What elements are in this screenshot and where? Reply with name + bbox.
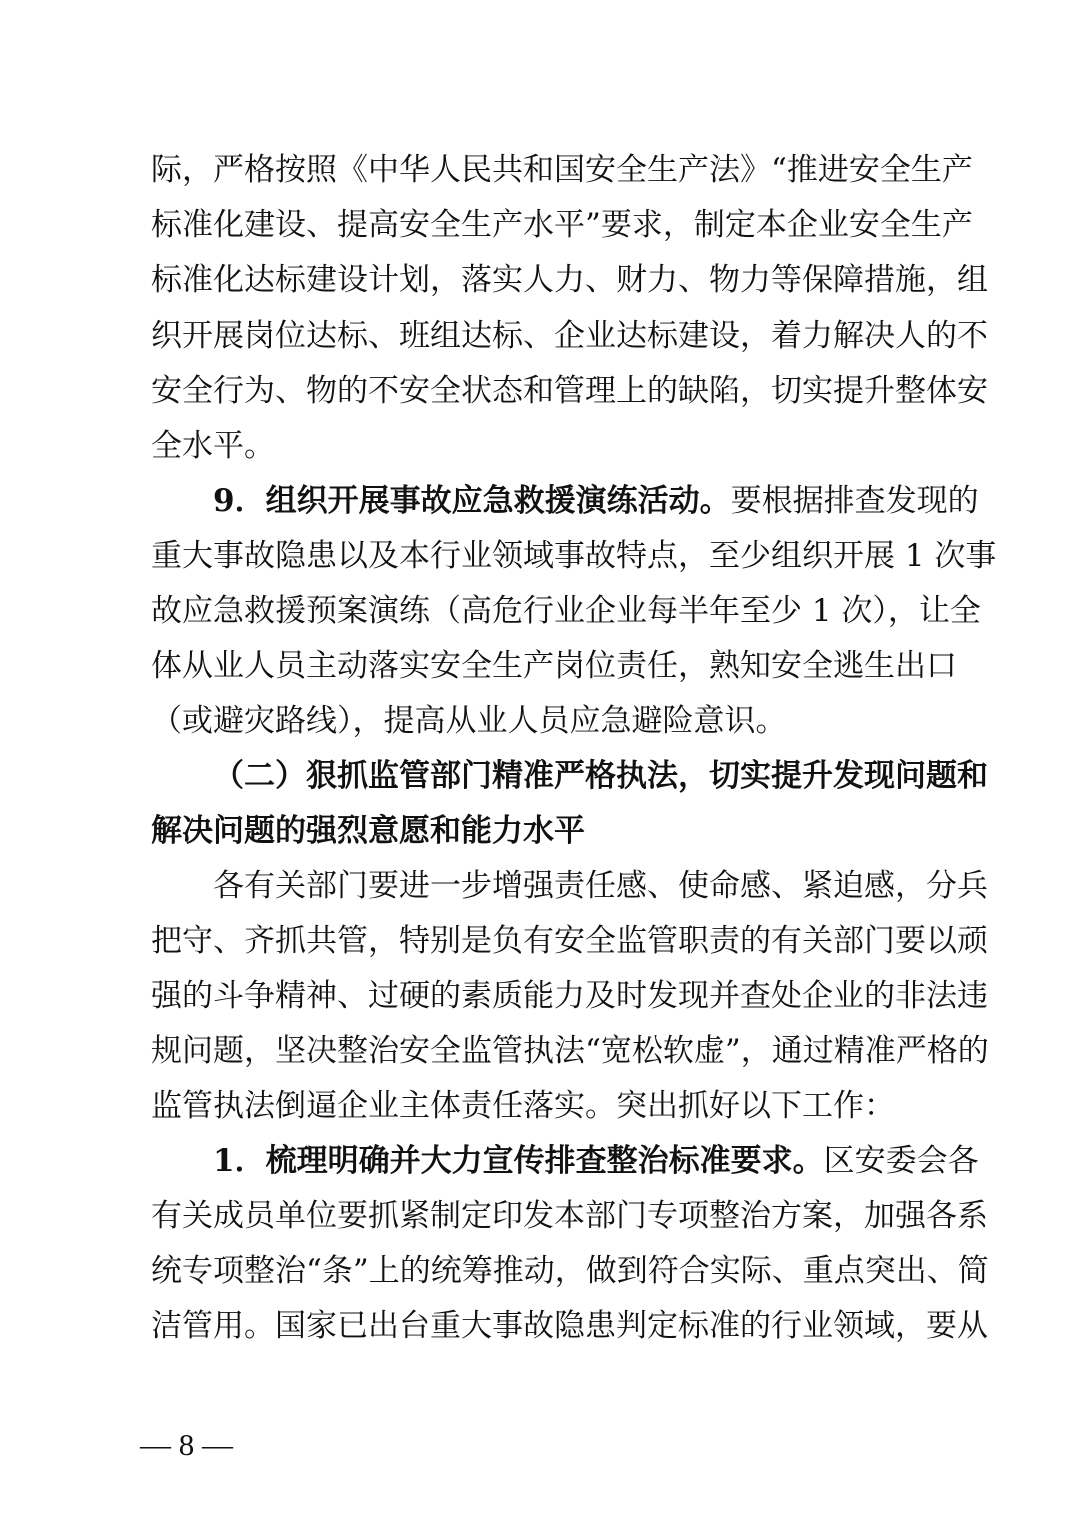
paragraph-line — [151, 976, 988, 1016]
paragraph-line — [151, 1306, 988, 1346]
text-segment: 标准化建设、提高安全生产水平”要求，制定本企业安全生产 — [151, 207, 973, 243]
paragraph-line — [151, 150, 973, 190]
text-segment: 体从业人员主动落实安全生产岗位责任，熟知安全逃生出口 — [151, 648, 957, 684]
paragraph-line — [151, 260, 988, 300]
paragraph-line — [151, 371, 988, 411]
text-segment: 标准化达标建设计划，落实人力、财力、物力等保障措施，组 — [151, 262, 988, 298]
section-heading-line — [213, 756, 988, 796]
text-segment: 织开展岗位达标、班组达标、企业达标建设，着力解决人的不 — [151, 318, 988, 354]
paragraph-line — [151, 701, 926, 741]
paragraph-line — [151, 1196, 988, 1236]
text-segment: 监管执法倒逼企业主体责任落实。突出抓好以下工作： — [151, 1088, 895, 1124]
text-segment: （或避灾路线），提高从业人员应急避险意识。 — [151, 703, 787, 739]
section-heading: （二）狠抓监管部门精准严格执法，切实提升发现问题和 — [213, 758, 988, 794]
item-heading: 1．梳理明确并大力宣传排查整治标准要求。 — [213, 1143, 824, 1179]
paragraph-line — [151, 1251, 989, 1291]
text-segment: 统专项整治“条”上的统筹推动，做到符合实际、重点突出、简 — [151, 1253, 989, 1289]
paragraph-line — [151, 1086, 926, 1126]
paragraph-line — [151, 536, 997, 576]
text-segment: 安全行为、物的不安全状态和管理上的缺陷，切实提升整体安 — [151, 373, 988, 409]
section-heading: 解决问题的强烈意愿和能力水平 — [151, 813, 585, 849]
text-segment: 要根据排查发现的 — [730, 483, 979, 519]
text-segment: 全水平。 — [151, 428, 275, 464]
text-segment: 区安委会各 — [823, 1143, 979, 1179]
text-segment: 有关成员单位要抓紧制定印发本部门专项整治方案，加强各系 — [151, 1198, 988, 1234]
text-segment: 各有关部门要进一步增强责任感、使命感、紧迫感，分兵 — [213, 868, 988, 904]
paragraph-line — [151, 646, 957, 686]
paragraph-line — [151, 921, 988, 961]
paragraph-line — [151, 426, 926, 466]
item-heading: 9．组织开展事故应急救援演练活动。 — [213, 483, 731, 519]
paragraph-line — [151, 316, 988, 356]
text-segment: 洁管用。国家已出台重大事故隐患判定标准的行业领域，要从 — [151, 1308, 988, 1344]
text-segment: 把守、齐抓共管，特别是负有安全监管职责的有关部门要以顽 — [151, 923, 988, 959]
section-heading-line — [151, 811, 926, 851]
paragraph-line — [151, 205, 973, 245]
page-number: — 8 — — [140, 1427, 233, 1462]
text-segment: 际，严格按照《中华人民共和国安全生产法》“推进安全生产 — [151, 152, 973, 188]
paragraph-line — [151, 1031, 989, 1071]
text-segment: 规问题，坚决整治安全监管执法“宽松软虚”，通过精准严格的 — [151, 1033, 989, 1069]
item-heading-line — [213, 1141, 979, 1181]
item-heading-line — [213, 481, 979, 521]
text-segment: 故应急救援预案演练（高危行业企业每半年至少 1 次），让全 — [151, 593, 981, 629]
paragraph-line — [151, 591, 981, 631]
text-segment: 强的斗争精神、过硬的素质能力及时发现并查处企业的非法违 — [151, 978, 988, 1014]
paragraph-line — [213, 866, 988, 906]
text-segment: 重大事故隐患以及本行业领域事故特点，至少组织开展 1 次事 — [151, 538, 997, 574]
